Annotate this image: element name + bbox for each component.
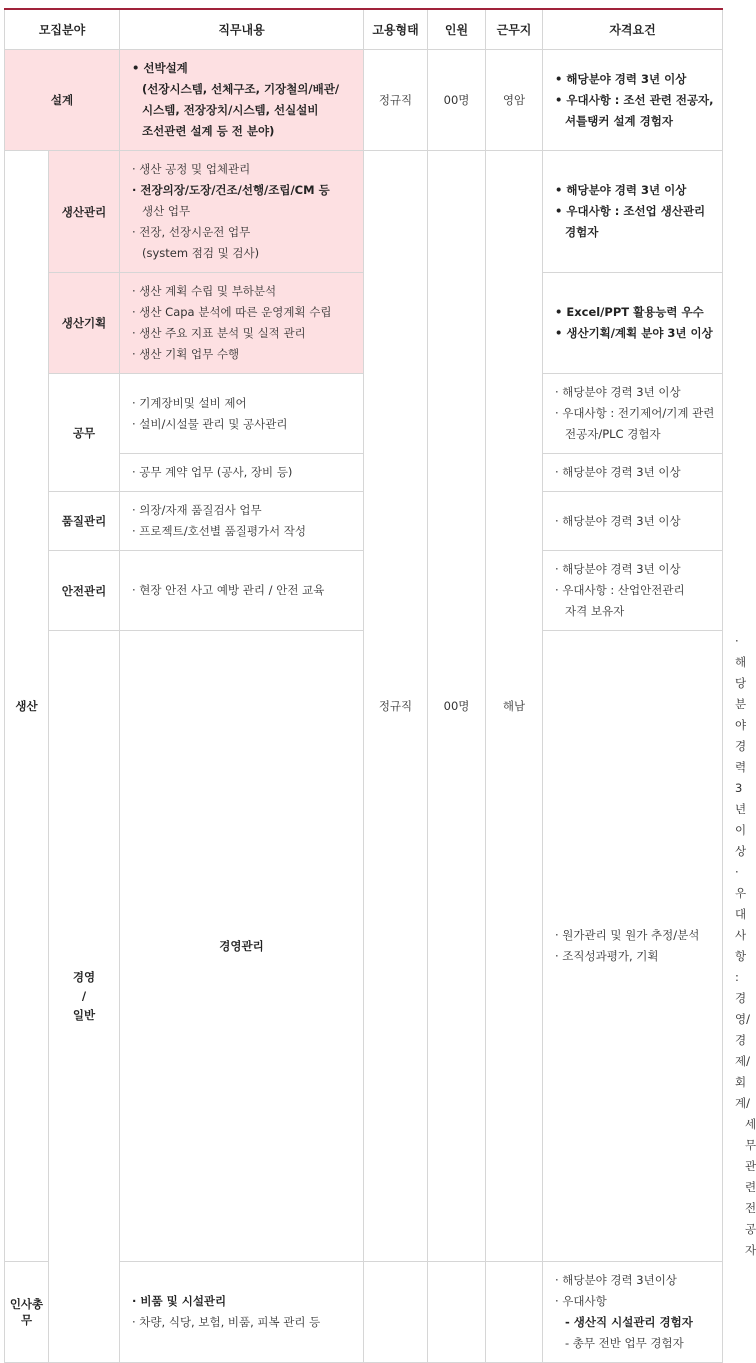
production-quality-req: [543, 492, 723, 551]
req-line: • 해당분야 경력 3년 이상: [555, 183, 687, 197]
duty-line: 조선관련 설계 등 전 분야): [142, 124, 275, 138]
duty-line: • 선박설계: [132, 61, 188, 75]
duty-line: · 생산 Capa 분석에 따른 운영계획 수립: [132, 305, 332, 319]
req-line: · 해당분야 경력 3년 이상: [555, 562, 681, 576]
header-location: 근무지: [486, 9, 543, 50]
production-mgmt-duty: [120, 151, 364, 273]
group-line: 일반: [72, 1008, 96, 1022]
management-hr-duty: [120, 1262, 364, 1363]
design-duty: [120, 50, 364, 151]
management-hr-type-empty: [364, 1262, 428, 1363]
management-hr-label: 인사총무: [5, 1262, 49, 1363]
req-line: - 총무 전반 업무 경험자: [565, 1336, 684, 1350]
production-quality-label: 품질관리: [49, 492, 120, 551]
req-line: · 해당분야 경력 3년 이상: [555, 513, 681, 528]
design-label: 설계: [5, 50, 120, 151]
production-safety-duty: [120, 551, 364, 631]
management-biz-label: 경영관리: [120, 631, 364, 1262]
duty-line: · 설비/시설물 관리 및 공사관리: [132, 416, 288, 431]
duty-line: · 기계장비및 설비 제어: [132, 395, 247, 410]
row-management-biz: 경영 / 일반 경영관리 · 원가관리 및 원가 추정/분석 · 조직성과평가, 기획 · 해당분야 경력 3년 이상 · 우대사항 : 경영/경제/회계/ 세무 관련 전공자: [5, 631, 723, 1262]
req-line: · 우대사항 : 전기제어/기계 관련: [555, 406, 715, 420]
duty-line: · 생산 공정 및 업체관리: [132, 162, 251, 176]
production-works-label: 공무: [49, 374, 120, 492]
req-line: • 해당분야 경력 3년 이상: [555, 71, 687, 86]
header-type: 고용형태: [364, 9, 428, 50]
req-line: · 우대사항: [555, 1294, 607, 1308]
duty-line: · 전장의장/도장/건조/선행/조립/CM 등: [132, 183, 330, 197]
duty-line: 시스템, 전장장치/시스템, 선실설비: [142, 103, 319, 117]
production-plan-duty: [120, 273, 364, 374]
req-line: • 우대사항 : 조선 관련 전공자,: [555, 92, 714, 107]
duty-line: · 비품 및 시설관리: [132, 1294, 227, 1308]
req-line: 경험자: [565, 225, 599, 239]
design-type: 정규직: [364, 50, 428, 151]
management-hr-count-empty: [428, 1262, 486, 1363]
row-design: [5, 50, 723, 151]
duty-line: · 프로젝트/호선별 품질평가서 작성: [132, 524, 307, 538]
duty-line: · 공무 계약 업무 (공사, 장비 등): [132, 465, 293, 479]
req-line: · 해당분야 경력 3년 이상: [555, 385, 681, 399]
header-duty: 직무내용: [120, 9, 364, 50]
production-mgmt-req: [543, 151, 723, 273]
management-hr-req: [543, 1262, 723, 1363]
duty-line: · 원가관리 및 원가 추정/분석: [555, 928, 700, 942]
header-field: 모집분야: [5, 9, 120, 50]
duty-line: · 생산 계획 수립 및 부하분석: [132, 284, 277, 298]
recruitment-table: [4, 8, 756, 1363]
design-count: 00명: [428, 50, 486, 151]
duty-line: · 생산 주요 지표 분석 및 실적 관리: [132, 326, 306, 340]
req-line: · 우대사항 : 산업안전관리: [555, 583, 685, 597]
header-count: 인원: [428, 9, 486, 50]
header-row: [5, 9, 723, 50]
req-line: 셔틀탱커 설계 경험자: [565, 113, 673, 128]
production-mgmt-label: 생산관리: [49, 151, 120, 273]
management-hr-location-empty: [486, 1262, 543, 1363]
production-location: 해남: [486, 151, 543, 1262]
duty-line: 생산 업무: [142, 204, 191, 218]
production-works-req-1: [543, 374, 723, 454]
req-line: 세무 관련 전공자: [745, 1117, 756, 1257]
production-safety-req: [543, 551, 723, 631]
req-line: 전공자/PLC 경험자: [565, 427, 661, 441]
production-quality-duty: [120, 492, 364, 551]
production-works-req-2: [543, 454, 723, 492]
duty-line: · 의장/자재 품질검사 업무: [132, 503, 262, 517]
design-req: [543, 50, 723, 151]
production-safety-label: 안전관리: [49, 551, 120, 631]
duty-line: · 조직성과평가, 기획: [555, 949, 659, 963]
duty-line: · 현장 안전 사고 예방 관리 / 안전 교육: [132, 583, 325, 597]
management-group-label: [49, 631, 120, 1363]
req-line: - 생산직 시설관리 경험자: [565, 1315, 693, 1329]
duty-line: · 생산 기획 업무 수행: [132, 347, 240, 361]
duty-line: (선장시스템, 선체구조, 기장철의/배관/: [142, 82, 340, 96]
production-works-duty-2: [120, 454, 364, 492]
req-line: 자격 보유자: [565, 604, 625, 618]
duty-line: (system 점검 및 검사): [142, 246, 260, 260]
design-location: 영암: [486, 50, 543, 151]
production-plan-label: 생산기획: [49, 273, 120, 374]
duty-line: · 차량, 식당, 보험, 비품, 피복 관리 등: [132, 1315, 321, 1329]
group-line: 경영: [72, 970, 96, 984]
production-type: 정규직: [364, 151, 428, 1262]
production-works-duty-1: [120, 374, 364, 454]
group-line: /: [81, 989, 87, 1003]
req-line: • 우대사항 : 조선업 생산관리: [555, 204, 706, 218]
production-count: 00명: [428, 151, 486, 1262]
req-line: · 해당분야 경력 3년이상: [555, 1273, 677, 1287]
duty-line: · 전장, 선장시운전 업무: [132, 225, 251, 239]
row-production-mgmt: [5, 151, 723, 273]
management-biz-duty: [543, 631, 723, 1262]
req-line: · 해당분야 경력 3년 이상: [555, 465, 681, 479]
production-plan-req: [543, 273, 723, 374]
req-line: • Excel/PPT 활용능력 우수: [555, 305, 704, 319]
production-group-label: 생산: [5, 151, 49, 1262]
header-qualification: 자격요건: [543, 9, 723, 50]
req-line: • 생산기획/계획 분야 3년 이상: [555, 326, 713, 340]
